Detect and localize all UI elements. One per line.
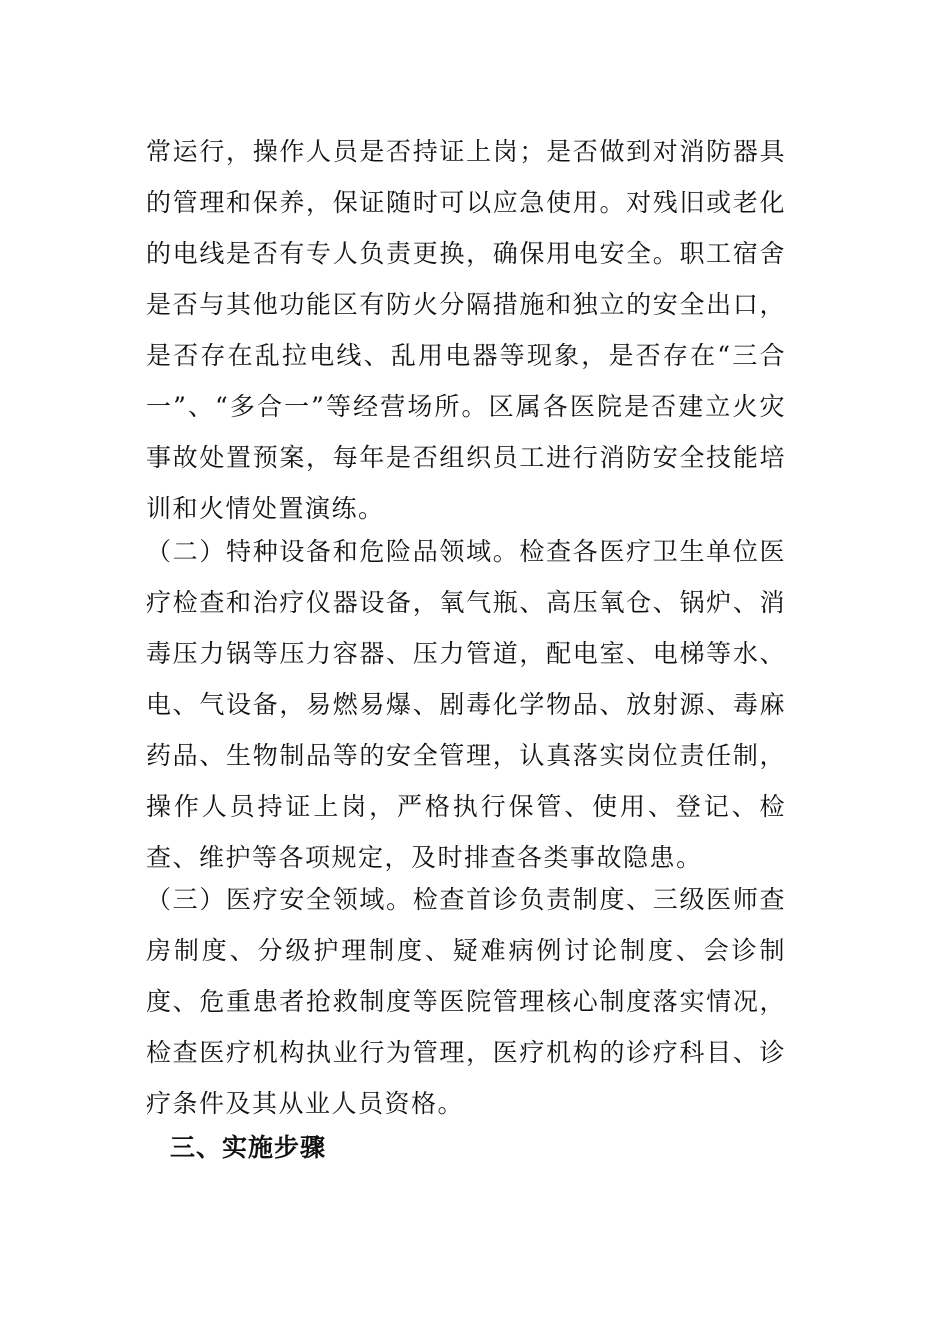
- section-heading-implementation-steps: 三、实施步骤: [170, 1133, 327, 1162]
- paragraph-fire-safety: 常运行，操作人员是否持证上岗；是否做到对消防器具的管理和保养，保证随时可以应急使用。对残旧或老化的电线是否有专人负责更换，确保用电安全。职工宿舍是否与其他功能区有防火分隔措施和独立的安全出口，是否存在乱拉电线、乱用电器等现象，是否存在“三合一”、“多合一”等经营场所。区属各医院是否建立火灾事故处置预案，每年是否组织员工进行消防安全技能培训和火情处置演练。: [146, 137, 786, 523]
- paragraph-medical-safety: （三）医疗安全领域。检查首诊负责制度、三级医师查房制度、分级护理制度、疑难病例讨论制度、会诊制度、危重患者抢救制度等医院管理核心制度落实情况，检查医疗机构执业行为管理，医疗机构的诊疗科目、诊疗条件及其从业人员资格。: [146, 885, 786, 1118]
- paragraph-special-equipment: （二）特种设备和危险品领域。检查各医疗卫生单位医疗检查和治疗仪器设备，氧气瓶、高压氧仓、锅炉、消毒压力锅等压力容器、压力管道，配电室、电梯等水、电、气设备，易燃易爆、剧毒化学物品、放射源、毒麻药品、生物制品等的安全管理，认真落实岗位责任制，操作人员持证上岗，严格执行保管、使用、登记、检查、维护等各项规定，及时排查各类事故隐患。: [146, 537, 786, 872]
